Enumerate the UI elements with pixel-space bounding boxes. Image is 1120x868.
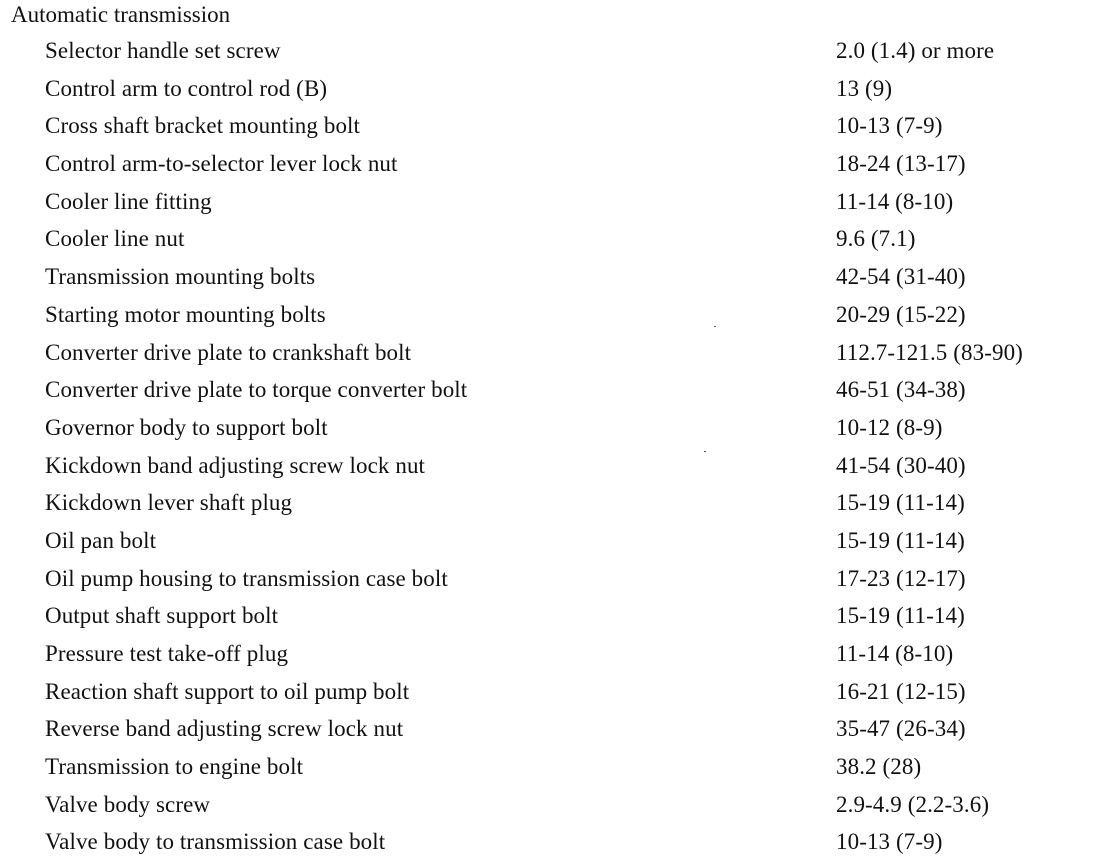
section-title: Automatic transmission [11, 2, 231, 27]
spec-item-label: Output shaft support bolt [45, 603, 279, 629]
spec-item-label: Valve body screw [45, 791, 211, 817]
spec-item-label: Starting motor mounting bolts [45, 301, 326, 327]
spec-row [0, 564, 1120, 602]
spec-item-label: Cross shaft bracket mounting bolt [45, 113, 361, 139]
spec-torque-value: 15-19 (11-14) [836, 527, 965, 553]
spec-torque-value: 41-54 (30-40) [836, 452, 966, 478]
spec-row [0, 677, 1120, 715]
spec-row [0, 187, 1120, 225]
spec-torque-value: 17-23 (12-17) [836, 565, 966, 591]
spec-row [0, 111, 1120, 149]
spec-torque-value: 42-54 (31-40) [836, 264, 966, 290]
spec-row [0, 224, 1120, 262]
spec-row [0, 714, 1120, 752]
spec-row [0, 375, 1120, 413]
spec-row [0, 526, 1120, 564]
spec-row [0, 488, 1120, 526]
spec-item-label: Oil pan bolt [45, 527, 157, 553]
spec-item-label: Selector handle set screw [45, 38, 281, 63]
spec-item-label: Kickdown lever shaft plug [45, 490, 293, 516]
spec-torque-value: 10-13 (7-9) [836, 113, 943, 139]
spec-torque-value: 112.7-121.5 (83-90) [836, 339, 1023, 365]
spec-item-label: Converter drive plate to torque converter bolt [45, 377, 468, 403]
spec-item-label: Cooler line nut [45, 226, 185, 252]
spec-torque-value: 20-29 (15-22) [836, 301, 966, 327]
spec-torque-value: 35-47 (26-34) [836, 716, 966, 742]
spec-item-label: Reaction shaft support to oil pump bolt [45, 678, 410, 704]
spec-torque-value: 11-14 (8-10) [836, 641, 954, 666]
spec-item-label: Valve body to transmission case bolt [45, 829, 386, 855]
spec-torque-value: 10-12 (8-9) [836, 414, 943, 440]
spec-row [0, 338, 1120, 376]
spec-torque-value: 11-14 (8-10) [836, 188, 954, 214]
spec-item-label: Control arm-to-selector lever lock nut [45, 151, 398, 177]
torque-spec-list [0, 36, 1120, 865]
spec-item-label: Transmission mounting bolts [45, 264, 316, 290]
spec-item-label: Cooler line fitting [45, 188, 212, 214]
scan-speck [704, 451, 706, 452]
spec-item-label: Oil pump housing to transmission case bolt [45, 565, 448, 591]
spec-torque-value: 15-19 (11-14) [836, 490, 965, 516]
spec-row [0, 790, 1120, 828]
spec-row [0, 262, 1120, 300]
spec-item-label: Transmission to engine bolt [45, 754, 304, 780]
spec-item-label: Reverse band adjusting screw lock nut [45, 716, 404, 742]
spec-row [0, 300, 1120, 338]
spec-torque-value: 18-24 (13-17) [836, 151, 966, 177]
spec-item-label: Pressure test take-off plug [45, 641, 289, 666]
spec-row [0, 752, 1120, 790]
scan-speck [714, 326, 716, 327]
spec-item-label: Kickdown band adjusting screw lock nut [45, 452, 426, 478]
spec-item-label: Converter drive plate to crankshaft bolt [45, 339, 412, 365]
spec-item-label: Governor body to support bolt [45, 414, 328, 440]
spec-torque-value: 2.9-4.9 (2.2-3.6) [836, 791, 990, 817]
spec-torque-value: 9.6 (7.1) [836, 226, 916, 252]
spec-torque-value: 38.2 (28) [836, 754, 922, 780]
spec-row [0, 451, 1120, 489]
spec-row [0, 413, 1120, 451]
spec-torque-value: 16-21 (12-15) [836, 678, 966, 704]
spec-torque-value: 46-51 (34-38) [836, 377, 966, 403]
spec-row [0, 639, 1120, 677]
spec-row [0, 149, 1120, 187]
spec-torque-value: 10-13 (7-9) [836, 829, 943, 855]
spec-item-label: Control arm to control rod (B) [45, 75, 328, 101]
spec-row [0, 36, 1120, 74]
spec-torque-value: 2.0 (1.4) or more [836, 38, 995, 63]
spec-row [0, 601, 1120, 639]
spec-torque-value: 15-19 (11-14) [836, 603, 965, 629]
spec-torque-value: 13 (9) [836, 75, 893, 101]
spec-row [0, 74, 1120, 112]
spec-row [0, 827, 1120, 865]
